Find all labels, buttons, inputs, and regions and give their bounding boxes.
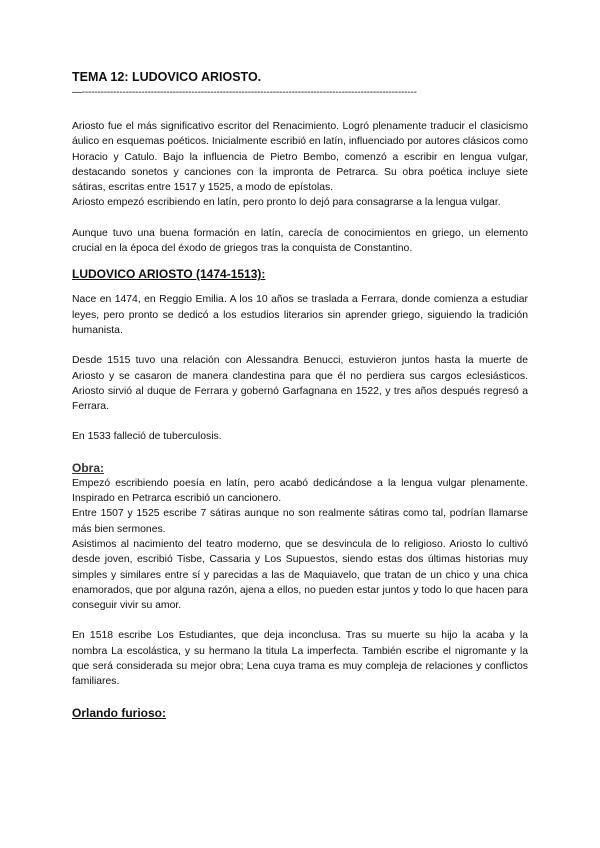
bio-paragraph-1: Nace en 1474, en Reggio Emilia. A los 10 años se traslada a Ferrara, donde comienza a estudiar leyes, pero pronto se dedicó a los estudios literarios sin aprender griego, siguiendo la tradición humanista.: [72, 294, 528, 336]
document-page: [72, 70, 528, 721]
bio-paragraph-3: En 1533 falleció de tuberculosis.: [72, 431, 222, 443]
title-underline-rule: —-----------------------------------------------------------------------------------------------------------: [72, 88, 417, 98]
section-heading-biography: LUDOVICO ARIOSTO (1474-1513):: [72, 267, 266, 282]
spacer: [72, 211, 528, 226]
section-heading-obra: Obra:: [72, 460, 105, 475]
intro-paragraph-1: Ariosto fue el más significativo escritor del Renacimiento. Logró plenamente traducir el clasicismo áulico en esquemas poéticos. Inicialmente escribió en latín, influenciado por autores clásicos como Horacio y Catulo. Bajo la influencia de Pietro Bembo, comenzó a escribir en lengua vulgar, destacando sonetos y canciones con la impronta de Petrarca. Su obra poética incluye siete sátiras, escritas entre 1517 y 1525, a modo de epístolas.: [72, 121, 528, 194]
spacer: [72, 256, 528, 266]
intro-paragraph-3: Aunque tuvo una buena formación en latín, carecía de conocimientos en griego, un elemento crucial en la época del éxodo de griegos tras la conquista de Constantino.: [72, 227, 528, 255]
spacer: [72, 414, 528, 429]
spacer: [72, 690, 528, 705]
spacer: [72, 445, 528, 460]
spacer: [72, 338, 528, 353]
section-heading-orlando-furioso: Orlando furioso:: [72, 705, 166, 720]
spacer: [72, 282, 528, 292]
obra-paragraph-2: Entre 1507 y 1525 escribe 7 sátiras aunque no son realmente sátiras como tal, podrían llamarse más bien sermones.: [72, 508, 528, 535]
obra-paragraph-3: Asistimos al nacimiento del teatro moderno, que se desvincula de lo religioso. Ariosto lo cultivó desde joven, escribió Tisbe, Cassaria y Los Supuestos, siendo estas dos últimas historias muy simples y similares entre sí y parecidas a las de Maquiavelo, que tratan de un chico y una chica enamorados, que por alguna razón, ajena a ellos, no pueden estar juntos y todo lo que hacen para conseguir vivir su amor.: [72, 538, 528, 612]
obra-paragraph-1: Empezó escribiendo poesía en latín, pero acabó dedicándose a la lengua vulgar plenamente. Inspirado en Petrarca escribió un cancionero.: [72, 477, 528, 505]
spacer: [72, 98, 528, 119]
obra-paragraph-4: En 1518 escribe Los Estudiantes, que deja inconclusa. Tras su muerte su hijo la acaba y la nombra La escolástica, y su hermano la titula La imperfecta. También escribe el nigromante y la que será considerada su mejor obra; Lena cuya trama es muy compleja de relaciones y conflictos familiares.: [72, 630, 528, 688]
bio-paragraph-2: Desde 1515 tuvo una relación con Alessandra Benucci, estuvieron juntos hasta la muerte de Ariosto y se casaron de manera clandestina para que él no perdiera sus cargos eclesiásticos. Ariosto sirvió al duque de Ferrara y gobernó Garfagnana en 1522, y tres años después regresó a Ferrara.: [72, 355, 528, 413]
page-title: TEMA 12: LUDOVICO ARIOSTO.: [72, 70, 262, 84]
spacer: [72, 613, 528, 628]
intro-paragraph-2: Ariosto empezó escribiendo en latín, pero pronto lo dejó para consagrarse a la lengua vulgar.: [72, 197, 501, 209]
